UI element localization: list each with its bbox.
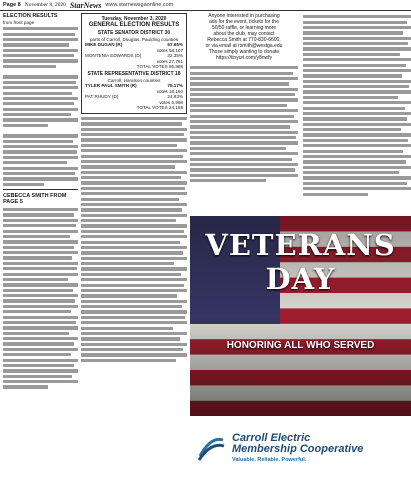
column-c-body — [303, 13, 411, 198]
sponsor-name: Carroll Electric Membership Cooperative Valuable. Reliable. Powerful. — [232, 431, 364, 463]
ad-sponsor-band — [190, 416, 411, 480]
race-area: Carroll, Haralson counties — [107, 77, 161, 83]
ad-title-line-2: DAY — [265, 262, 336, 296]
candidate-row: MIKE DUGAN (R) 67.65% — [85, 42, 183, 47]
lightning-bolt-icon — [196, 434, 226, 462]
site-url: www.starnewsgaonline.com — [105, 2, 174, 8]
candidate-votes: votes 27,781 — [156, 58, 183, 64]
election-results-box — [81, 13, 187, 114]
race-name: STATE SENATOR DISTRICT 30 — [97, 30, 171, 36]
race-name: STATE REPRESENTATIVE DISTRICT 18 — [87, 70, 181, 77]
column-c — [190, 13, 411, 215]
candidate-votes: votes 18,160 — [156, 88, 183, 94]
race-area: parts of Carroll, Douglas, Paulding counties — [89, 36, 179, 42]
brand-logo: StarNews — [69, 0, 102, 10]
story-2-body — [3, 208, 78, 389]
candidate-row: TYLER PAUL SMITH (R) 75.17% — [85, 82, 183, 88]
candidate-votes: votes 58,107 — [156, 47, 183, 53]
race-total: TOTAL VOTES 24,158 — [136, 105, 183, 111]
story-2-headline: CEBECCA SMITH FROM PAGE 5 — [3, 192, 67, 206]
veterans-day-ad — [190, 216, 411, 480]
story-1-kicker: from front page — [3, 19, 35, 25]
ad-tagline: HONORING ALL WHO SERVED — [226, 340, 375, 351]
race-state-house — [85, 72, 183, 111]
column-b-body — [81, 117, 187, 362]
candidate-row: MONTENIA EDWARDS (D) 32.35% — [85, 53, 183, 59]
column-b — [81, 13, 187, 477]
results-title: GENERAL ELECTION RESULTS — [88, 22, 180, 28]
ad-title-line-1: VETERANS — [205, 228, 396, 262]
story-1-headline: ELECTION RESULTS — [3, 13, 58, 19]
page-number: Page 8 — [3, 2, 21, 8]
results-date: Tuesday, November 3, 2020 — [101, 16, 167, 22]
race-state-senate — [85, 31, 183, 70]
masthead — [0, 0, 411, 11]
race-total: TOTAL VOTES 85,888 — [136, 64, 183, 70]
column-a — [3, 13, 78, 477]
candidate-votes: votes 5,998 — [159, 99, 183, 105]
promo-block: Anyone interested in purchasing ads for the event, tickets for the 50/50 raffle, or learning more about the club, may contact Rebecca Smith at 770-830-6600, or via email at rsmith@westga.edu Those simply wanting to donate https://tinyurl.com/y8nwfy — [190, 13, 298, 198]
candidate-row: PAT RHUDY (D) 24.83% — [85, 94, 183, 100]
issue-date: November 8, 2020 — [24, 2, 66, 8]
story-1-body — [3, 27, 78, 186]
